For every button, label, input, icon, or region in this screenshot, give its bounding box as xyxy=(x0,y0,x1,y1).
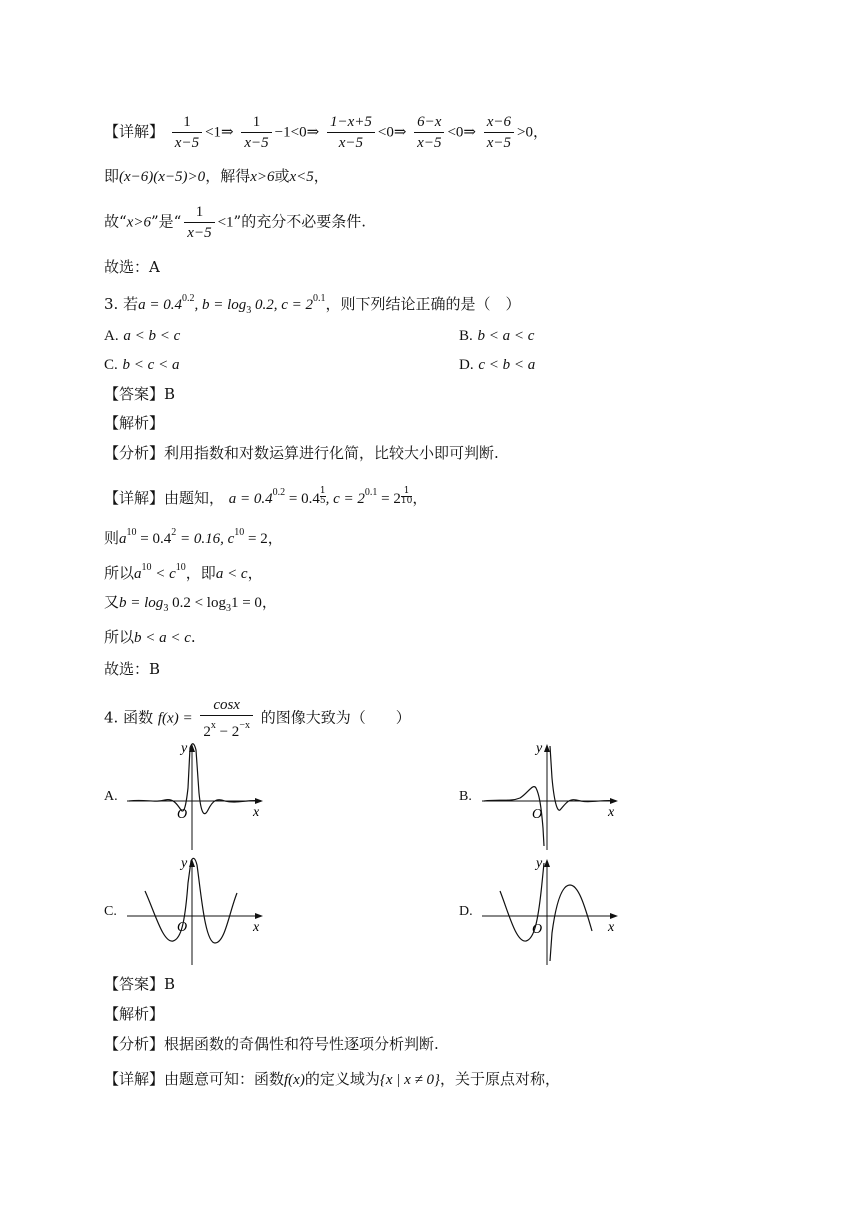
option-c: C. b < c < a xyxy=(104,357,180,373)
answer-4: 【答案】B xyxy=(104,975,176,993)
axis-y-label: y xyxy=(181,856,188,871)
detail-3-line-4: 又$b = \log_3 0.2 < \log_31 = 0$， xyxy=(104,593,277,614)
graph-label-a: A. xyxy=(104,789,118,804)
question-3: 3. 若$a = 0.4^{0.2}$, $b = \log_3 0.2$, $c = 2^{0.1}$，则下列结论正确的是（ ） xyxy=(104,293,521,316)
fraction: $\frac{1-x+5}{x-5}$ xyxy=(327,112,375,153)
graph-b xyxy=(480,738,625,853)
detail-3-line-1: 【详解】由题知， $a = 0.4^{0.2} = 0.4$ $\frac{1}{5}$ , $c = 2^{0.1} = 2$ $\frac{1}{10}$ ， xyxy=(104,486,428,507)
choice-3: 故选：B xyxy=(104,660,161,678)
curve xyxy=(145,858,237,943)
graph-label-c: C. xyxy=(104,904,117,919)
detail-3-line-5: 所以b < a < c. xyxy=(104,628,196,646)
analysis-tag-4: 【解析】 xyxy=(104,1005,165,1023)
y-arrow xyxy=(544,859,550,867)
analysis-3: 【分析】利用指数和对数运算进行化简，比较大小即可判断. xyxy=(104,444,499,462)
question-4: 4. 函数 f(x) = $\frac{\cos x}{2^x - 2^{-x}}$ 的图像大致为（ ） xyxy=(104,697,411,740)
graph-label-b: B. xyxy=(459,789,472,804)
axis-y-label: y xyxy=(181,741,188,756)
answer-3: 【答案】B xyxy=(104,385,176,403)
detail-3-line-3: 所以$a^{10} < c^{10}$，即a < c， xyxy=(104,562,263,582)
detail-3-line-2: 则$a^{10} = 0.4^2 = 0.16$, $c^{10} = 2$， xyxy=(104,527,283,547)
analysis-tag-3: 【解析】 xyxy=(104,414,165,432)
fraction: $\frac{1}{x-5}$ xyxy=(184,202,214,243)
y-arrow xyxy=(544,744,550,752)
detail-tag: 【详解】 xyxy=(104,122,165,141)
choice-line: 故选：A xyxy=(104,258,160,276)
fraction: $\frac{1}{x-5}$ xyxy=(241,112,271,153)
graph-a xyxy=(125,738,270,853)
origin-label: O xyxy=(177,920,188,935)
option-a: A. a < b < c xyxy=(104,328,181,344)
detail-line-1: 【详解】 $\frac{1}{x-5}$ <1⇒ $\frac{1}{x-5}$ −1<0⇒ $\frac{1-x+5}{x-5}$ <0⇒ $\frac{6-x}{x-5}$ <0⇒ $\frac{x-6}{x-5}$ >0， xyxy=(104,114,549,151)
axis-x-label: x xyxy=(253,805,260,820)
detail-line-3: 故“x>6”是“ $\frac{1}{x-5}$ <1”的充分不必要条件. xyxy=(104,204,366,241)
x-arrow xyxy=(255,913,263,919)
detail-line-2: 即(x−6)(x−5)>0，解得x>6或x<5， xyxy=(104,167,329,185)
x-arrow xyxy=(610,913,618,919)
axis-x-label: x xyxy=(608,805,615,820)
origin-label: O xyxy=(532,922,543,937)
fraction: $\frac{6-x}{x-5}$ xyxy=(414,112,444,153)
curve xyxy=(129,744,261,814)
graph-label-d: D. xyxy=(459,904,473,919)
axis-y-label: y xyxy=(536,856,543,871)
option-b: B. b < a < c xyxy=(459,328,535,344)
detail-4: 【详解】由题意可知：函数f(x)的定义域为{x | x ≠ 0}，关于原点对称， xyxy=(104,1070,561,1088)
fraction: $\frac{1}{x-5}$ xyxy=(172,112,202,153)
axis-x-label: x xyxy=(608,920,615,935)
axis-y-label: y xyxy=(536,741,543,756)
graph-c xyxy=(125,853,270,968)
fraction: $\frac{\cos x}{2^x - 2^{-x}}$ xyxy=(200,695,253,742)
origin-label: O xyxy=(177,807,188,822)
analysis-4: 【分析】根据函数的奇偶性和符号性逐项分析判断. xyxy=(104,1035,439,1053)
fraction: $\frac{x-6}{x-5}$ xyxy=(484,112,514,153)
curve-right xyxy=(550,885,592,961)
origin-label: O xyxy=(532,807,543,822)
axis-x-label: x xyxy=(253,920,260,935)
graph-d xyxy=(480,853,625,968)
option-d: D. c < b < a xyxy=(459,357,536,373)
